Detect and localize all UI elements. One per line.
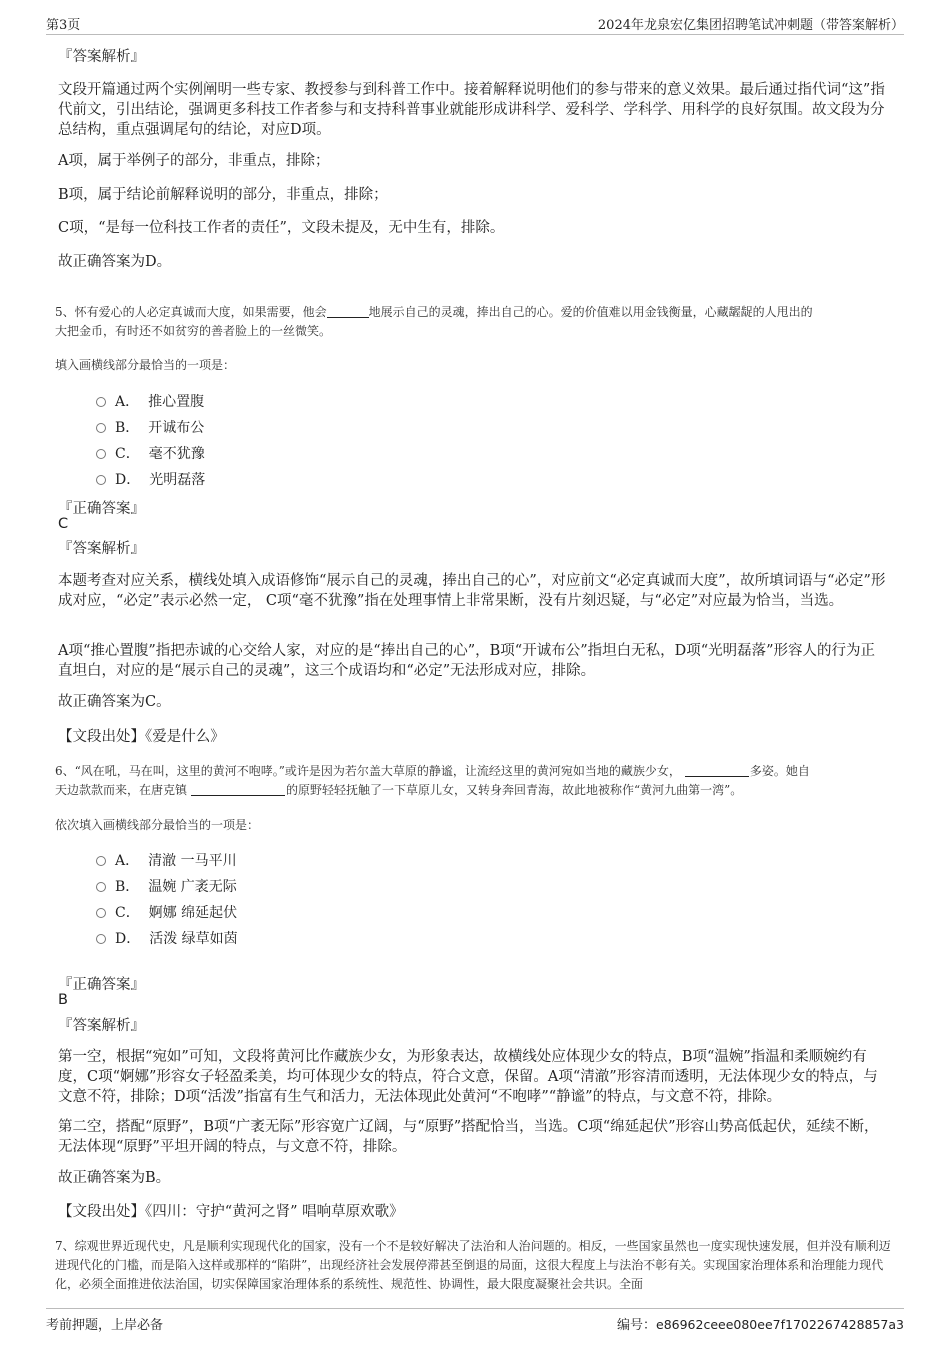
radio-icon[interactable] [96,423,106,433]
document-code: 编号：e86962ceee080ee7f1702267428857a3 [616,1317,904,1333]
q6-prompt: 依次填入画横线部分最恰当的一项是： [55,818,260,832]
q5-option-a[interactable]: A． 推心置腹 [96,391,204,413]
page-header [46,12,904,35]
q5-answer: C [58,516,69,532]
q6-blank-1 [685,764,749,777]
analysis-label: 『答案解析』 [58,49,145,65]
q4-analysis-b: B项，属于结论前解释说明的部分，非重点，排除； [58,187,388,203]
q5-option-c[interactable]: C． 毫不犹豫 [96,443,205,465]
radio-icon[interactable] [96,908,106,918]
q4-analysis-c: C项，“是每一位科技工作者的责任”，文段未提及，无中生有，排除。 [58,220,505,236]
q5-analysis-p2: A项“推心置腹”指把赤诚的心交给人家，对应的是“捧出自己的心”，B项“开诚布公”指坦白无私，D项“光明磊落”形容人的行为正直坦白，对应的是“展示自己的灵魂”，这三个成语均和“必定”无法形成对应，排除。 [58,643,876,679]
correct-answer-label: 『正确答案』 [58,501,145,517]
q4-analysis-a: A项，属于举例子的部分，非重点，排除； [58,153,330,169]
radio-icon[interactable] [96,934,106,944]
radio-icon[interactable] [96,882,106,892]
q6-option-c[interactable]: C． 婀娜 绵延起伏 [96,902,237,924]
q6-stem: 6、“风在吼，马在叫，这里的黄河不咆哮。”或许是因为若尔盖大草原的静谧，让流经这里的黄河宛如当地的藏族少女， 多姿。她自 天边款款而来，在唐克镇 的原野轻轻抚触了一下草原儿女，又转身奔回青海，故此地被称作“黄河九曲第一湾”。 [55,764,810,797]
q6-answer: B [58,992,68,1008]
radio-icon[interactable] [96,449,106,459]
page-footer [46,1308,904,1333]
q5-conclusion: 故正确答案为C。 [58,694,171,710]
q7-stem: 7、综观世界近现代史，凡是顺利实现现代化的国家，没有一个不是较好解决了法治和人治问题的。相反，一些国家虽然也一度实现快速发展，但并没有顺利迈进现代化的门槛，而是陷入这样或那样的“陷阱”，出现经济社会发展停滞甚至倒退的局面，这很大程度上与法治不彰有关。实现国家治理体系和治理能力现代化，必须全面推进依法治国，切实保障国家治理体系的系统性、规范性、协调性，最大限度凝聚社会共识。全面 [55,1239,891,1291]
q5-option-d[interactable]: D． 光明磊落 [96,469,205,491]
radio-icon[interactable] [96,475,106,485]
analysis-label: 『答案解析』 [58,1018,145,1034]
correct-answer-label: 『正确答案』 [58,977,145,993]
q5-stem-after: 地展示自己的灵魂，捧出自己的心。爱的价值难以用金钱衡量，心藏龌龊的人甩出的 [368,305,813,319]
q5-stem [55,303,895,341]
q6-source: 【文段出处】《四川：守护“黄河之肾” 唱响草原欢歌》 [58,1204,404,1220]
radio-icon[interactable] [96,397,106,407]
radio-icon[interactable] [96,856,106,866]
q6-analysis-p1: 第一空，根据“宛如”可知，文段将黄河比作藏族少女，为形象表达，故横线处应体现少女的特点，B项“温婉”指温和柔顺婉约有度，C项“婀娜”形容女子轻盈柔美，均可体现少女的特点，符合文意，保留。A项“清澈”形容清而透明，无法体现少女的特点，与文意不符，排除；D项“活泼”指富有生气和活力，无法体现此处黄河“不咆哮”“静谧”的特点，与文意不符，排除。 [58,1049,878,1105]
q5-source: 【文段出处】《爱是什么》 [58,729,225,745]
footer-slogan: 考前押题，上岸必备 [46,1318,164,1333]
q5-blank [327,305,369,318]
q6-option-b[interactable]: B． 温婉 广袤无际 [96,876,237,898]
analysis-label: 『答案解析』 [58,541,145,557]
q4-analysis-paragraph: 文段开篇通过两个实例阐明一些专家、教授参与到科普工作中。接着解释说明他们的参与带来的意义效果。最后通过指代词“这”指代前文，引出结论，强调更多科技工作者参与和支持科普事业就能形成讲科学、爱科学、学科学、用科学的良好氛围。故文段为分总结构，重点强调尾句的结论，对应D项。 [58,82,885,138]
document-title: 2024年龙泉宏亿集团招聘笔试冲刺题（带答案解析） [597,18,904,33]
q6-blank-2 [191,783,285,796]
q6-analysis-p2: 第二空，搭配“原野”，B项“广袤无际”形容宽广辽阔，与“原野”搭配恰当，当选。C项“绵延起伏”形容山势高低起伏，延续不断，无法体现“原野”平坦开阔的特点，与文意不符，排除。 [58,1119,879,1155]
q4-conclusion: 故正确答案为D。 [58,254,172,270]
q5-stem-line2: 大把金币，有时还不如贫穷的善者脸上的一丝微笑。 [55,324,332,338]
q5-stem-before: 5、怀有爱心的人必定真诚而大度，如果需要，他会 [55,305,327,319]
q6-conclusion: 故正确答案为B。 [58,1170,171,1186]
q6-option-d[interactable]: D． 活泼 绿草如茵 [96,928,238,950]
q6-option-a[interactable]: A． 清澈 一马平川 [96,850,237,872]
q5-prompt: 填入画横线部分最恰当的一项是： [55,358,236,372]
page-number: 第3页 [46,18,81,33]
q5-option-b[interactable]: B． 开诚布公 [96,417,204,439]
q5-analysis-p1: 本题考查对应关系，横线处填入成语修饰“展示自己的灵魂，捧出自己的心”，对应前文“必定真诚而大度”，故所填词语与“必定”形成对应，“必定”表示必然一定， C项“毫不犹豫”指在处理事情上非常果断，没有片刻迟疑，与“必定”对应最为恰当，当选。 [58,573,886,609]
